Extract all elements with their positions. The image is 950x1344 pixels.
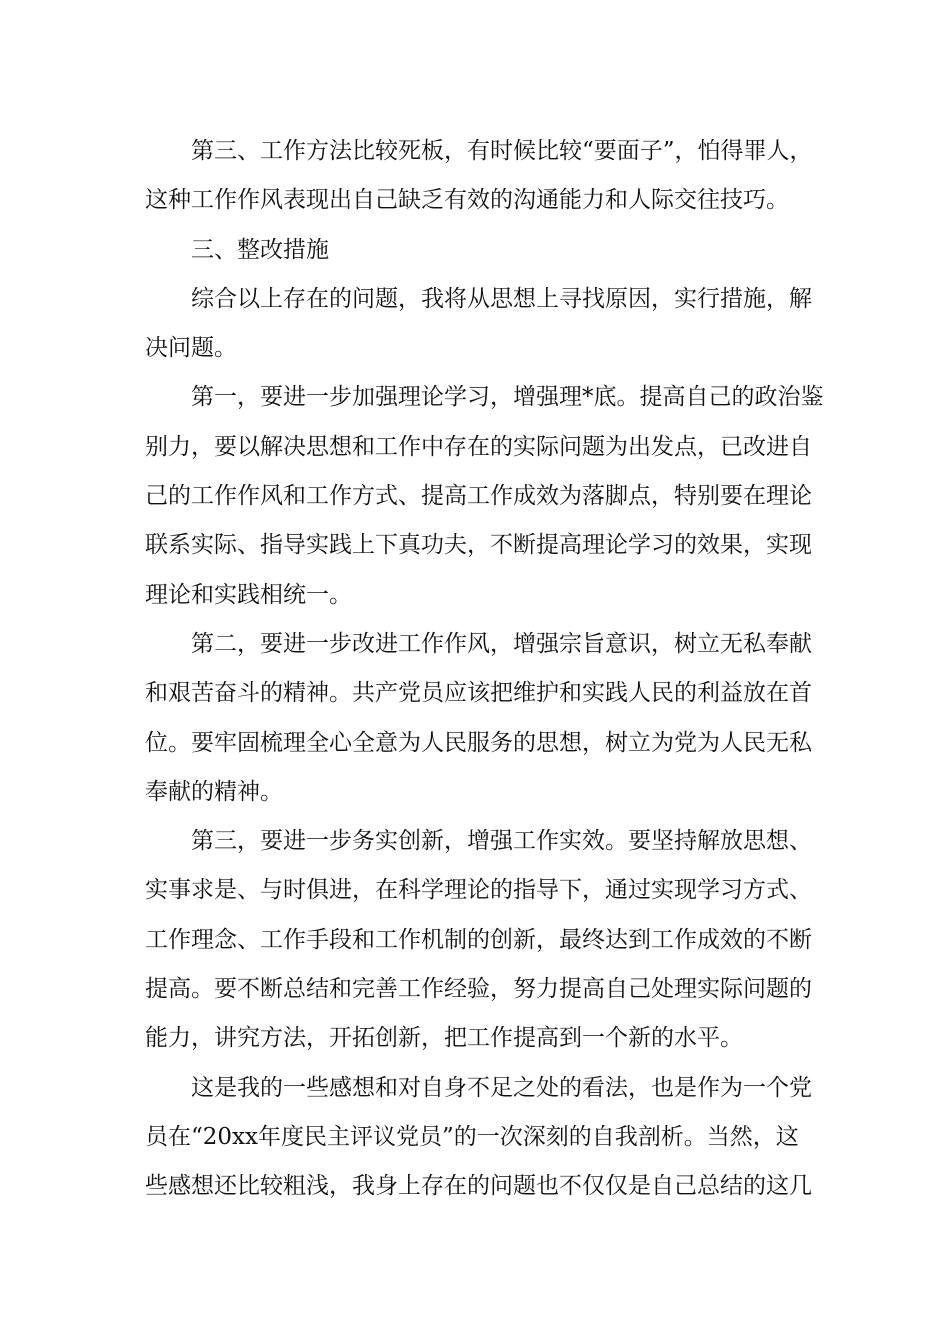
- text-line: 别力，要以解决思想和工作中存在的实际问题为出发点，已改进自: [145, 433, 812, 460]
- text-line: 奉献的精神。: [145, 778, 283, 805]
- text-line: 工作理念、工作手段和工作机制的创新，最终达到工作成效的不断: [145, 926, 812, 953]
- text-line: 和艰苦奋斗的精神。共产党员应该把维护和实践人民的利益放在首: [145, 680, 812, 707]
- text-line: 第三、工作方法比较死板，有时候比较“要面子”，怕得罪人，: [191, 138, 813, 164]
- text-line: 些感想还比较粗浅，我身上存在的问题也不仅仅是自己总结的这几: [145, 1173, 812, 1200]
- section-heading: 三、整改措施: [191, 236, 329, 263]
- text-line: 员在“20xx年度民主评议党员”的一次深刻的自我剖析。当然，这: [145, 1123, 799, 1150]
- text-line: 提高。要不断总结和完善工作经验，努力提高自己处理实际问题的: [145, 976, 812, 1003]
- text-line: 能力，讲究方法，开拓创新，把工作提高到一个新的水平。: [145, 1025, 743, 1052]
- document-body: [145, 127, 824, 1212]
- text-line: 第三，要进一步务实创新，增强工作实效。要坚持解放思想、: [191, 828, 812, 855]
- text-line: 位。要牢固梳理全心全意为人民服务的思想，树立为党为人民无私: [145, 729, 812, 756]
- text-line: 综合以上存在的问题，我将从思想上寻找原因，实行措施，解: [191, 285, 812, 312]
- text-line: 决问题。: [145, 335, 237, 362]
- text-line: 己的工作作风和工作方式、提高工作成效为落脚点，特别要在理论: [145, 483, 812, 510]
- text-line: 这是我的一些感想和对自身不足之处的看法，也是作为一个党: [191, 1074, 812, 1101]
- text-line: 理论和实践相统一。: [145, 581, 352, 608]
- text-line: 第二，要进一步改进工作作风，增强宗旨意识，树立无私奉献: [191, 630, 812, 657]
- text-line: 联系实际、指导实践上下真功夫，不断提高理论学习的效果，实现: [145, 532, 812, 559]
- text-line: 实事求是、与时俱进，在科学理论的指导下，通过实现学习方式、: [145, 877, 812, 904]
- text-line: 第一，要进一步加强理论学习，增强理*底。提高自己的政治鉴: [191, 384, 824, 411]
- text-line: 这种工作作风表现出自己缺乏有效的沟通能力和人际交往技巧。: [145, 187, 789, 214]
